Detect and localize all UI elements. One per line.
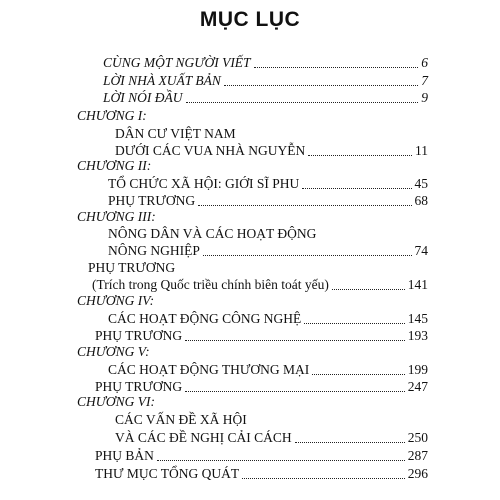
toc-entry-label: PHỤ BẢN [95,448,154,463]
chapter-heading-label: CHƯƠNG III: [77,209,156,224]
dot-leader [203,255,412,256]
toc-entry-label: VÀ CÁC ĐỀ NGHỊ CẢI CÁCH [115,430,292,445]
chapter-heading-label: CHƯƠNG VI: [77,394,156,409]
dot-leader [332,289,405,290]
toc-entry-label: CÁC HOẠT ĐỘNG THƯƠNG MẠI [108,362,310,377]
toc-entry-label: TỔ CHỨC XÃ HỘI: GIỚI SĨ PHU [108,176,300,191]
toc-entry-label: NÔNG DÂN VÀ CÁC HOẠT ĐỘNG [108,226,317,241]
dot-leader [254,67,419,68]
toc-entry-label: PHỤ TRƯƠNG [95,379,183,394]
toc-entry-cac-hoat-dong-thuong-mai[interactable] [108,362,428,378]
toc-page-number: 7 [421,73,428,88]
toc-page-number: 141 [407,277,428,292]
dot-leader [295,442,405,443]
dot-leader [157,460,405,461]
dot-leader [304,323,404,324]
toc-entry-label: PHỤ TRƯƠNG [108,193,196,208]
chapter-heading-1 [77,108,147,124]
toc-page-number: 247 [407,379,428,394]
dot-leader [198,205,411,206]
dot-leader [302,188,411,189]
dot-leader [185,340,405,341]
chapter-heading-label: CHƯƠNG IV: [77,293,155,308]
chapter-heading-4 [77,293,154,309]
toc-entry-loi-noi-dau[interactable] [103,90,428,106]
toc-entry-label: CÁC HOẠT ĐỘNG CÔNG NGHỆ [108,311,302,326]
toc-entry-phu-truong-1[interactable] [108,193,428,209]
toc-page-number: 250 [407,430,428,445]
toc-page-number: 193 [407,328,428,343]
toc-entry-label: CÁC VẤN ĐỀ XÃ HỘI [115,412,247,427]
dot-leader [224,85,418,86]
toc-page-number: 45 [414,176,428,191]
toc-entry-label: LỜI NÓI ĐẦU [103,90,183,105]
toc-page-number: 9 [421,90,428,105]
chapter-heading-label: CHƯƠNG I: [77,108,147,123]
toc-page-number: 68 [414,193,428,208]
toc-page-number: 11 [415,143,428,158]
toc-page-number: 6 [421,55,428,70]
chapter-heading-label: CHƯƠNG II: [77,158,152,173]
dot-leader [308,155,412,156]
chapter-heading-3 [77,209,156,225]
toc-entry-to-chuc-xa-hoi[interactable] [108,176,428,192]
chapter-heading-5 [77,344,150,360]
toc-entry-cac-hoat-dong-cong-nghe[interactable] [108,311,428,327]
toc-entry-nong-nghiep[interactable] [108,243,428,259]
toc-entry-label: PHỤ TRƯƠNG [95,328,183,343]
toc-entry-phu-truong-2[interactable] [88,260,175,276]
dot-leader [242,478,405,479]
toc-entry-phu-ban[interactable] [95,448,428,464]
dot-leader [185,391,405,392]
toc-entry-label: CÙNG MỘT NGƯỜI VIẾT [103,55,251,70]
toc-entry-nong-dan[interactable] [108,226,316,242]
toc-entry-thu-muc-tong-quat[interactable] [95,466,428,482]
toc-entry-label: PHỤ TRƯƠNG [88,260,176,275]
toc-entry-de-nghi-cai-cach[interactable] [115,430,428,446]
toc-entry-loi-nha-xuat-ban[interactable] [103,73,428,89]
toc-entry-trich-quoc-trieu[interactable] [92,277,428,293]
toc-page-number: 145 [407,311,428,326]
toc-entry-cung-mot-nguoi-viet[interactable] [103,55,428,71]
toc-page-number: 74 [414,243,428,258]
toc-entry-duoi-cac-vua-nha-nguyen[interactable] [115,143,428,159]
toc-entry-phu-truong-4[interactable] [95,379,428,395]
toc-page-number: 199 [407,362,428,377]
chapter-heading-label: CHƯƠNG V: [77,344,150,359]
toc-entry-cac-van-de-xa-hoi[interactable] [115,412,247,428]
toc-entry-label: (Trích trong Quốc triều chính biên toát yếu) [92,277,329,292]
page-title: MỤC LỤC [199,8,301,31]
chapter-heading-2 [77,158,151,174]
toc-entry-label: THƯ MỤC TỔNG QUÁT [95,466,240,481]
toc-entry-phu-truong-3[interactable] [95,328,428,344]
toc-entry-label: LỜI NHÀ XUẤT BẢN [103,73,221,88]
toc-entry-dan-cu-viet-nam[interactable] [115,126,236,142]
dot-leader [312,374,405,375]
toc-entry-label: DƯỚI CÁC VUA NHÀ NGUYỄN [115,143,306,158]
toc-entry-label: DÂN CƯ VIỆT NAM [115,126,236,141]
toc-entry-label: NÔNG NGHIỆP [108,243,200,258]
toc-page-number: 287 [407,448,428,463]
dot-leader [186,102,419,103]
toc-page-number: 296 [407,466,428,481]
chapter-heading-6 [77,394,155,410]
